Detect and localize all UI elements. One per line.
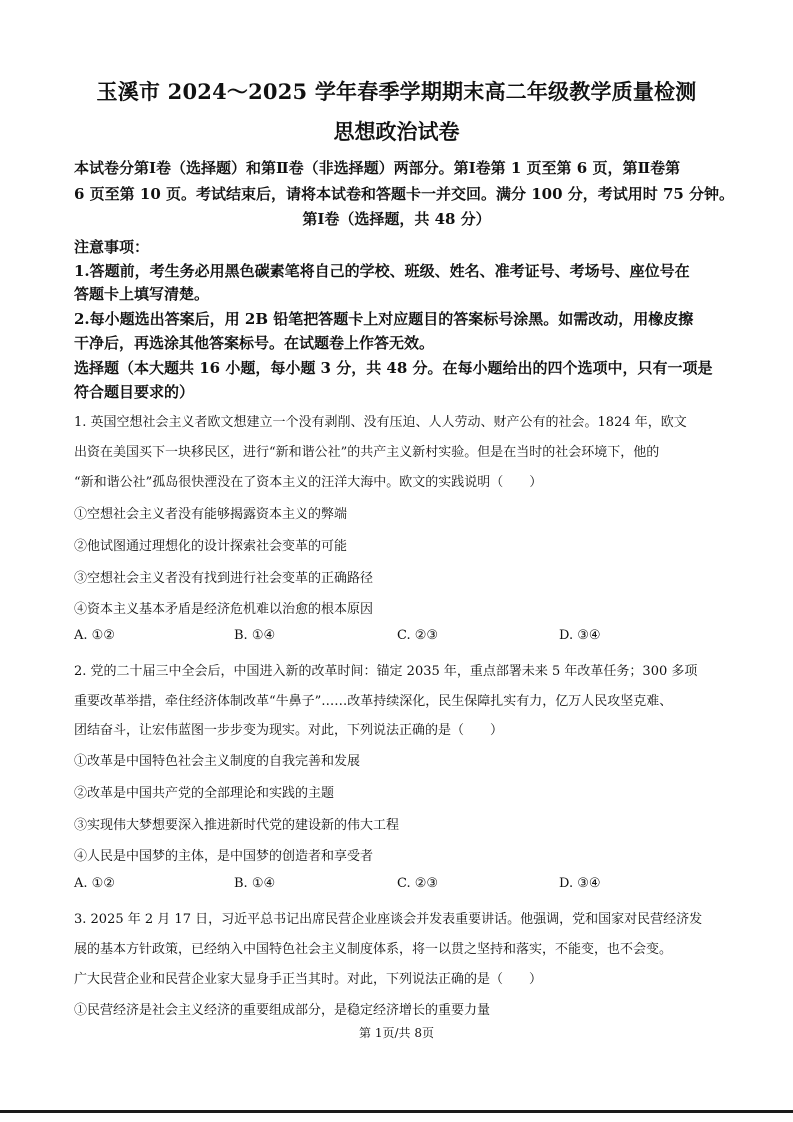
question-1-choices [74,628,724,646]
question-1-statement-3: ③空想社会主义者没有找到进行社会变革的正确路径 [74,571,374,586]
question-2-line-1: 2. 党的二十届三中全会后，中国进入新的改革时间：锚定 2035 年，重点部署未来 5 年改革任务；300 多项 [74,664,698,679]
question-2-statement-2: ②改革是中国共产党的全部理论和实践的主题 [74,786,335,801]
choice-d: D. ③④ [559,876,601,891]
question-1-statement-2: ②他试图通过理想化的设计探索社会变革的可能 [74,539,348,554]
choice-b: B. ①④ [234,628,276,643]
exam-subject-title: 思想政治试卷 [333,119,460,144]
question-1-statement-1: ①空想社会主义者没有能够揭露资本主义的弊端 [74,507,348,522]
choice-section-line-1: 选择题（本大题共 16 小题，每小题 3 分，共 48 分。在每小题给出的四个选项中，只有一项是 [74,359,713,377]
notice-heading: 注意事项： [74,238,150,256]
choice-d: D. ③④ [559,628,601,643]
question-3-line-2: 展的基本方针政策，已经纳入中国特色社会主义制度体系，将一以贯之坚持和落实，不能变，也不会变。 [74,942,673,957]
intro-line-1: 本试卷分第Ⅰ卷（选择题）和第Ⅱ卷（非选择题）两部分。第Ⅰ卷第 1 页至第 6 页，第Ⅱ卷第 [74,159,681,177]
question-2-statement-3: ③实现伟大梦想要深入推进新时代党的建设新的伟大工程 [74,818,400,833]
choice-c: C. ②③ [397,628,439,643]
question-2-choices [74,876,724,894]
question-3-line-1: 3. 2025 年 2 月 17 日，习近平总书记出席民营企业座谈会并发表重要讲话。他强调，党和国家对民营经济发 [74,912,703,927]
question-1-line-3: “新和谐公社”孤岛很快湮没在了资本主义的汪洋大海中。欧文的实践说明（ ） [74,475,543,490]
question-1-line-1: 1. 英国空想社会主义者欧文想建立一个没有剥削、没有压迫、人人劳动、财产公有的社会。1824 年，欧文 [74,415,687,430]
choice-a: A. ①② [74,876,115,891]
notice-item-2-line-2: 干净后，再选涂其他答案标号。在试题卷上作答无效。 [74,334,435,352]
notice-item-1-line-2: 答题卡上填写清楚。 [74,285,210,303]
question-1-statement-4: ④资本主义基本矛盾是经济危机难以治愈的根本原因 [74,602,374,617]
notice-item-1-line-1: 1.答题前，考生务必用黑色碳素笔将自己的学校、班级、姓名、准考证号、考场号、座位号在 [74,262,690,280]
question-2-statement-1: ①改革是中国特色社会主义制度的自我完善和发展 [74,754,361,769]
choice-section-line-2: 符合题目要求的） [74,383,195,401]
section-heading: 第Ⅰ卷（选择题，共 48 分） [302,210,491,228]
intro-line-2: 6 页至第 10 页。考试结束后，请将本试卷和答题卡一并交回。满分 100 分，考试用时 75 分钟。 [74,185,735,203]
question-3-line-3: 广大民营企业和民营企业家大显身手正当其时。对此，下列说法正确的是（ ） [74,972,543,987]
bottom-rule [0,1110,793,1113]
question-2-line-3: 团结奋斗，让宏伟蓝图一步步变为现实。对此，下列说法正确的是（ ） [74,723,504,738]
choice-a: A. ①② [74,628,115,643]
question-2-line-2: 重要改革举措，牵住经济体制改革“牛鼻子”……改革持续深化，民生保障扎实有力，亿万人民攻坚克难、 [74,694,673,709]
exam-title: 玉溪市 2024～2025 学年春季学期期末高二年级教学质量检测 [96,79,697,104]
choice-c: C. ②③ [397,876,439,891]
page-number: 第 1页/共 8页 [359,1026,434,1040]
question-3-statement-1: ①民营经济是社会主义经济的重要组成部分，是稳定经济增长的重要力量 [74,1003,491,1018]
question-1-line-2: 出资在美国买下一块移民区，进行“新和谐公社”的共产主义新村实验。但是在当时的社会环境下，他的 [74,445,660,460]
choice-b: B. ①④ [234,876,276,891]
notice-item-2-line-1: 2.每小题选出答案后，用 2B 铅笔把答题卡上对应题目的答案标号涂黑。如需改动，用橡皮擦 [74,310,694,328]
question-2-statement-4: ④人民是中国梦的主体，是中国梦的创造者和享受者 [74,849,374,864]
